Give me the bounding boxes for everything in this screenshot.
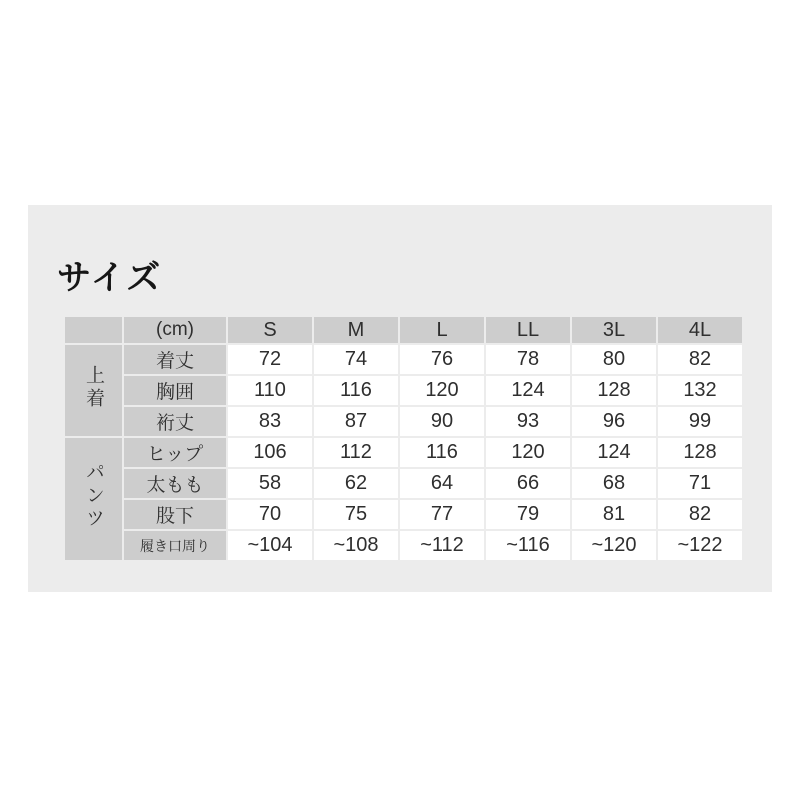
cell-value: 110 — [228, 376, 312, 405]
cell-value: 128 — [658, 438, 742, 467]
cell-value: 70 — [228, 500, 312, 529]
cell-value: 72 — [228, 345, 312, 374]
table-row — [65, 438, 742, 467]
table-row — [65, 376, 742, 405]
column-header-m: M — [314, 317, 398, 343]
cell-value: 58 — [228, 469, 312, 498]
corner-cell — [65, 317, 122, 343]
cell-value: 68 — [572, 469, 656, 498]
cell-value: 90 — [400, 407, 484, 436]
cell-value: 116 — [400, 438, 484, 467]
cell-value: 128 — [572, 376, 656, 405]
cell-value: 82 — [658, 500, 742, 529]
row-group-label: 上着 — [83, 364, 104, 411]
size-table — [63, 315, 744, 562]
unit-label: (cm) — [124, 317, 226, 343]
cell-value: ~120 — [572, 531, 656, 560]
column-header-ll: LL — [486, 317, 570, 343]
cell-value: 66 — [486, 469, 570, 498]
cell-value: 124 — [486, 376, 570, 405]
cell-value: 76 — [400, 345, 484, 374]
cell-value: ~122 — [658, 531, 742, 560]
cell-value: 96 — [572, 407, 656, 436]
row-group-label: パンツ — [83, 461, 104, 531]
cell-value: 79 — [486, 500, 570, 529]
column-header-3l: 3L — [572, 317, 656, 343]
cell-value: 87 — [314, 407, 398, 436]
cell-value: 75 — [314, 500, 398, 529]
size-chart-panel — [28, 205, 772, 592]
cell-value: 64 — [400, 469, 484, 498]
cell-value: 120 — [486, 438, 570, 467]
cell-value: 78 — [486, 345, 570, 374]
cell-value: ~112 — [400, 531, 484, 560]
table-row — [65, 345, 742, 374]
cell-value: 77 — [400, 500, 484, 529]
row-header: 履き口周り — [124, 531, 226, 560]
row-header: 裄丈 — [124, 407, 226, 436]
cell-value: 71 — [658, 469, 742, 498]
cell-value: 106 — [228, 438, 312, 467]
row-header: 胸囲 — [124, 376, 226, 405]
table-row — [65, 531, 742, 560]
cell-value: 120 — [400, 376, 484, 405]
row-group-pants — [65, 438, 122, 560]
row-header: 股下 — [124, 500, 226, 529]
table-row — [65, 500, 742, 529]
row-group-jacket — [65, 345, 122, 436]
cell-value: 83 — [228, 407, 312, 436]
page-title: サイズ — [57, 259, 163, 297]
cell-value: ~116 — [486, 531, 570, 560]
cell-value: 93 — [486, 407, 570, 436]
table-row — [65, 407, 742, 436]
table-header-row — [65, 317, 742, 343]
cell-value: 62 — [314, 469, 398, 498]
cell-value: 112 — [314, 438, 398, 467]
cell-value: 124 — [572, 438, 656, 467]
row-header: ヒップ — [124, 438, 226, 467]
column-header-s: S — [228, 317, 312, 343]
column-header-l: L — [400, 317, 484, 343]
table-row — [65, 469, 742, 498]
cell-value: 99 — [658, 407, 742, 436]
cell-value: 81 — [572, 500, 656, 529]
cell-value: ~108 — [314, 531, 398, 560]
cell-value: 116 — [314, 376, 398, 405]
row-header: 太もも — [124, 469, 226, 498]
cell-value: 82 — [658, 345, 742, 374]
cell-value: 132 — [658, 376, 742, 405]
cell-value: ~104 — [228, 531, 312, 560]
row-header: 着丈 — [124, 345, 226, 374]
column-header-4l: 4L — [658, 317, 742, 343]
cell-value: 74 — [314, 345, 398, 374]
cell-value: 80 — [572, 345, 656, 374]
